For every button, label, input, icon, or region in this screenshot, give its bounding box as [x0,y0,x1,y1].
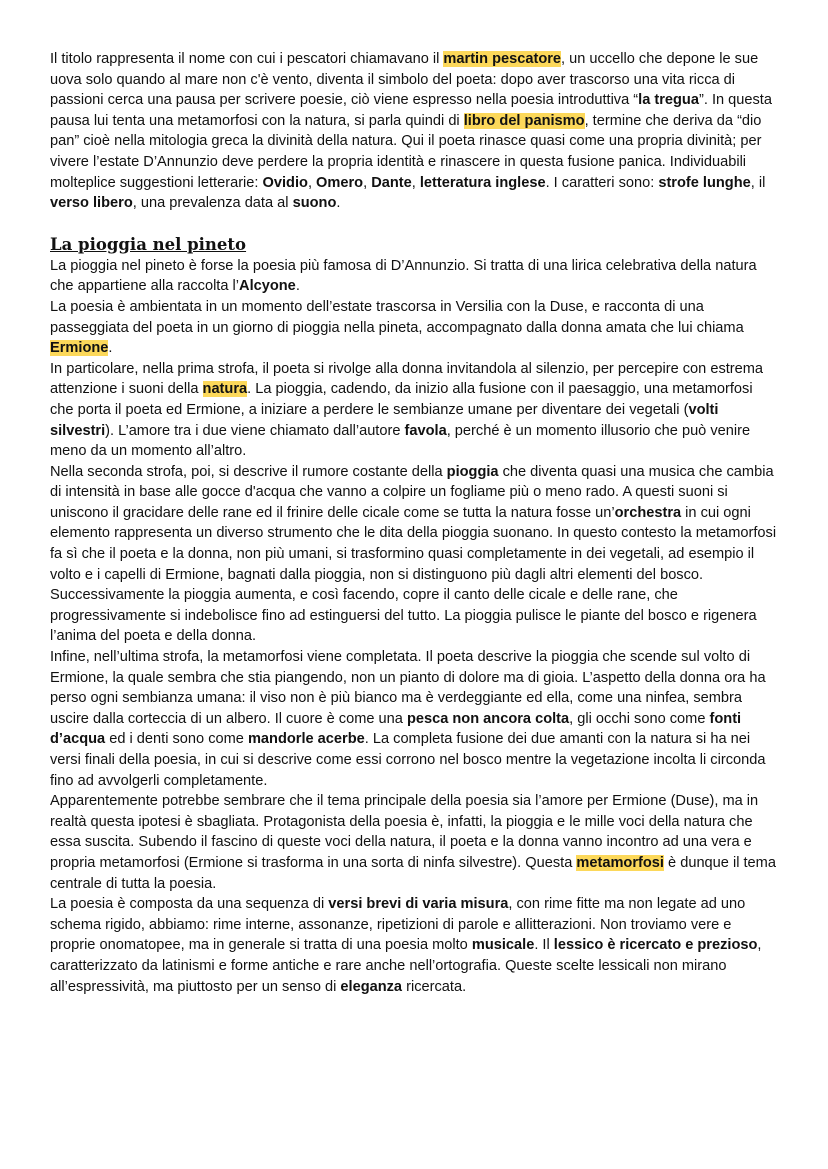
bold-term: lessico è ricercato e prezioso [553,937,758,954]
text-run: ”. In questa pausa lui tenta una metamorfosi con la natura, si parla quindi di [50,92,772,129]
bold-term: versi brevi di varia misura [328,896,509,913]
text-run: , con rime fitte ma non legate ad uno schema rigido, abbiamo: rime interne, assonanze, ripetizioni di parole e allitterazioni. Non troviamo vere e proprie onomatopee, ma in generale si tratta di una poesia molto [50,896,746,954]
bold-term: letteratura inglese [419,174,546,191]
text-run: , un uccello che depone le sue uova solo quando al mare non c'è vento, diventa il simbolo del poeta: dopo aver trascorso una vita ricca di passioni cerca una pausa per scrivere poesie, ciò viene espresso nella poesia introduttiva “ [50,51,759,109]
poem-analysis-section [50,256,778,997]
paragraph [50,791,778,894]
text-run: ). L’amore tra i due viene chiamato dall’autore [105,422,405,439]
text-run: . I caratteri sono: [545,174,659,191]
text-run: . Il [534,937,554,954]
paragraph [50,462,778,586]
document-page [50,49,778,997]
text-run: , una prevalenza data al [132,195,293,212]
bold-term: suono [292,195,337,212]
text-run: è dunque il tema centrale di tutta la poesia. [50,854,776,892]
highlighted-term: Ermione [50,340,109,357]
text-run: , [307,174,317,191]
text-run: ed i denti sono come [105,731,248,748]
text-run: , [363,174,372,191]
bold-term: orchestra [614,504,682,521]
bold-term: Alcyone [239,278,296,295]
bold-term: la tregua [638,92,699,109]
text-run: In particolare, nella prima strofa, il poeta si rivolge alla donna invitandola al silenzio, per percepire con estrema attenzione i suoni della [50,360,764,398]
text-run: . [108,340,113,357]
text-run: , il [750,174,766,191]
bold-term: favola [404,422,447,439]
bold-term: Ovidio [262,174,308,191]
paragraph [50,894,778,997]
text-run: . [336,195,341,212]
bold-term: mandorle acerbe [247,731,365,748]
text-run: , caratterizzato da latinismi e forme antiche e rare anche nell’ortografia. Queste scelte lessicali non mirano all’espressività, ma piuttosto per un senso di [50,937,762,995]
bold-term: eleganza [340,978,403,995]
text-run: Infine, nell’ultima strofa, la metamorfosi viene completata. Il poeta descrive la pioggia che scende sul volto di Ermione, la quale sembra che stia piangendo, non un pianto di dolore ma di gioia. L’aspetto della donna ora ha perso ogni sembianza umana: il viso non è più bianco ma è verdeggiante ed ella, come una ninfea, sembra uscire dalla corteccia di un albero. Il cuore è come una [50,649,766,727]
text-run: ricercata. [402,978,467,995]
text-run: . [295,278,300,295]
text-run: , perché è un momento illusorio che può venire meno da un momento all’altro. [50,422,751,460]
text-run: Nella seconda strofa, poi, si descrive il rumore costante della [50,463,447,480]
text-run: Apparentemente potrebbe sembrare che il tema principale della poesia sia l’amore per Ermione (Duse), ma in realtà questa ipotesi è sbagliata. Protagonista della poesia è, infatti, la pioggia e le mille voci della natura che essa suscita. Subendo il fascino di queste voci della natura, il poeta e la donna vanno incontro ad una vera e propria metamorfosi (Ermione si trasforma in una sorta di ninfa silvestre). Questa [50,793,759,871]
text-run: . La pioggia, cadendo, da inizio alla fusione con il paesaggio, una metamorfosi che porta il poeta ed Ermione, a iniziare a perdere le sembianze umane per diventare dei vegetali ( [50,381,753,418]
text-run: Il titolo rappresenta il nome con cui i pescatori chiamavano il [50,51,444,67]
bold-term: musicale [471,937,535,954]
bold-term: fonti d’acqua [50,710,742,748]
text-run: La poesia è ambientata in un momento dell’estate trascorsa in Versilia con la Duse, e racconta di una passeggiata del poeta in un giorno di pioggia nella pineta, accompagnato dalla donna amata che lui chiama [50,298,744,336]
text-run: Successivamente la pioggia aumenta, e così facendo, copre il canto delle cicale e delle rane, che progressivamente si indebolisce fino ad estinguersi del tutto. La pioggia pulisce le piante del bosco e rigenera l’anima del poeta e della donna. [50,587,757,645]
text-run: , gli occhi sono come [569,710,710,727]
text-run: La pioggia nel pineto è forse la poesia più famosa di D’Annunzio. Si tratta di una lirica celebrativa della natura che appartiene alla raccolta l’ [50,257,757,295]
bold-term: volti silvestri [50,401,719,439]
text-run: . La completa fusione dei due amanti con la natura si ha nei versi finali della poesia, in cui si descrive come essi corrono nel bosco mentre la vegetazione incolta li circonda fino ad avvolgerli completamente. [50,731,766,789]
bold-term: Dante [371,174,412,191]
section-heading: La pioggia nel pineto [50,234,247,254]
intro-section [50,49,778,214]
bold-term: Omero [316,174,364,191]
highlighted-term: martin pescatore [443,51,562,67]
paragraph [50,297,778,359]
paragraph [50,359,778,462]
highlighted-term: natura [202,381,248,398]
highlighted-term: libro del panismo [463,112,585,129]
paragraph [50,647,778,791]
paragraph [50,585,778,647]
paragraph [50,49,778,214]
bold-term: verso libero [50,195,133,212]
paragraph [50,256,778,297]
text-run: , [411,174,420,191]
bold-term: strofe lunghe [658,174,751,191]
text-run: La poesia è composta da una sequenza di [50,896,329,913]
text-run: in cui ogni elemento rappresenta un diverso strumento che le dita della pioggia suonano. In questo contesto la metamorfosi fa sì che il poeta e la donna, non più umani, si trasformino quasi completamente in dei vegetali, ad esempio il volto e i capelli di Ermione, bagnati dalla pioggia, non si distinguono più dagli altri elementi del bosco. [50,504,777,583]
text-run: che diventa quasi una musica che cambia di intensità in base alle gocce d'acqua che vanno a colpire un fogliame più o meno rado. A questi suoni si uniscono il gracidare delle rane ed il frinire delle cicale come se tutta la natura fosse un’ [50,463,774,521]
highlighted-term: metamorfosi [576,854,664,871]
text-run: , termine che deriva da “dio pan” cioè nella mitologia greca la divinità della natura. Qui il poeta rinasce quasi come una propria divinità; per vivere l’estate D’Annunzio deve perdere la propria identità e rinascere in questa fusione panica. Individuabili molteplice suggestioni letterarie: [50,112,762,191]
bold-term: pioggia [446,463,499,480]
bold-term: pesca non ancora colta [406,710,570,727]
